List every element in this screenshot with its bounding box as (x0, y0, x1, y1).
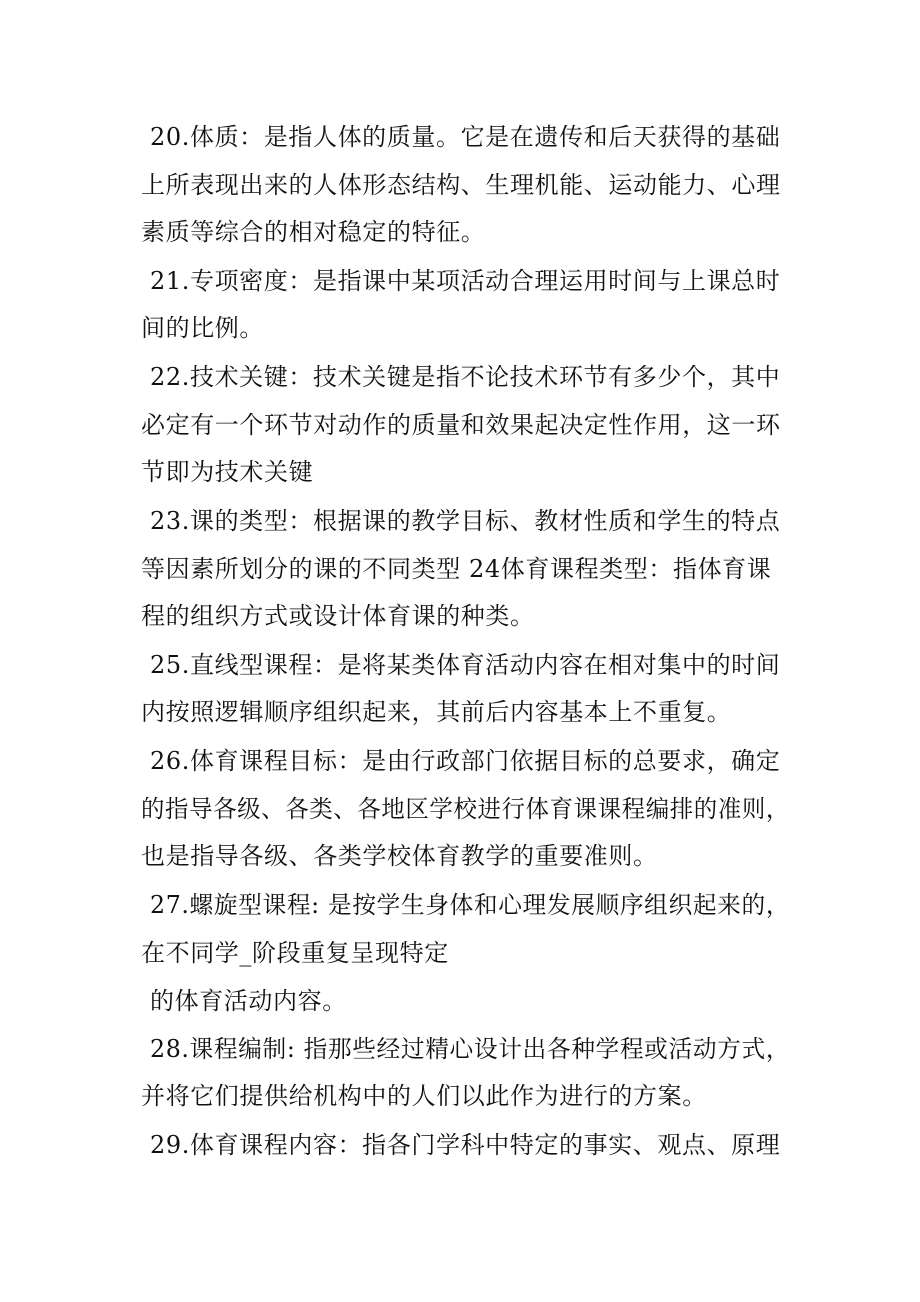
text-line: 素质等综合的相对稳定的特征。 (141, 218, 486, 246)
text-line: 22.技术关键：技术关键是指不论技术环节有多少个，其中 (150, 363, 781, 391)
text-line: 必定有一个环节对动作的质量和效果起决定性作用，这一环 (141, 411, 781, 439)
text-line: 29.体育课程内容：指各门学科中特定的事实、观点、原理 (150, 1131, 781, 1159)
text-line: 间的比例。 (141, 314, 264, 342)
text-line: 27.螺旋型课程: 是按学生身体和心理发展顺序组织起来的， (150, 891, 791, 919)
text-line: 21.专项密度：是指课中某项活动合理运用时间与上课总时 (150, 267, 781, 295)
text-line: 23.课的类型：根据课的教学目标、教材性质和学生的特点 (150, 507, 781, 535)
text-line: 25.直线型课程：是将某类体育活动内容在相对集中的时间 (150, 651, 781, 679)
text-line: 上所表现出来的人体形态结构、生理机能、运动能力、心理 (141, 171, 781, 199)
text-line: 并将它们提供给机构中的人们以此作为进行的方案。 (141, 1082, 707, 1110)
text-line: 26.体育课程目标：是由行政部门依据目标的总要求，确定 (150, 747, 781, 775)
text-line: 28.课程编制: 指那些经过精心设计出各种学程或活动方式， (150, 1035, 791, 1063)
text-line: 在不同学_阶段重复呈现特定 (141, 939, 449, 967)
text-line: 等因素所划分的课的不同类型 24体育课程类型：指体育课 (141, 555, 772, 583)
text-line: 也是指导各级、各类学校体育教学的重要准则。 (141, 842, 658, 870)
text-line: 的体育活动内容。 (150, 987, 347, 1015)
text-line: 节即为技术关键 (141, 458, 314, 486)
text-line: 内按照逻辑顺序组织起来，其前后内容基本上不重复。 (141, 698, 732, 726)
text-line: 程的组织方式或设计体育课的种类。 (141, 602, 535, 630)
text-line: 20.体质：是指人体的质量。它是在遗传和后天获得的基础 (150, 123, 781, 151)
text-line: 的指导各级、各类、各地区学校进行体育课课程编排的准则， (141, 795, 790, 823)
